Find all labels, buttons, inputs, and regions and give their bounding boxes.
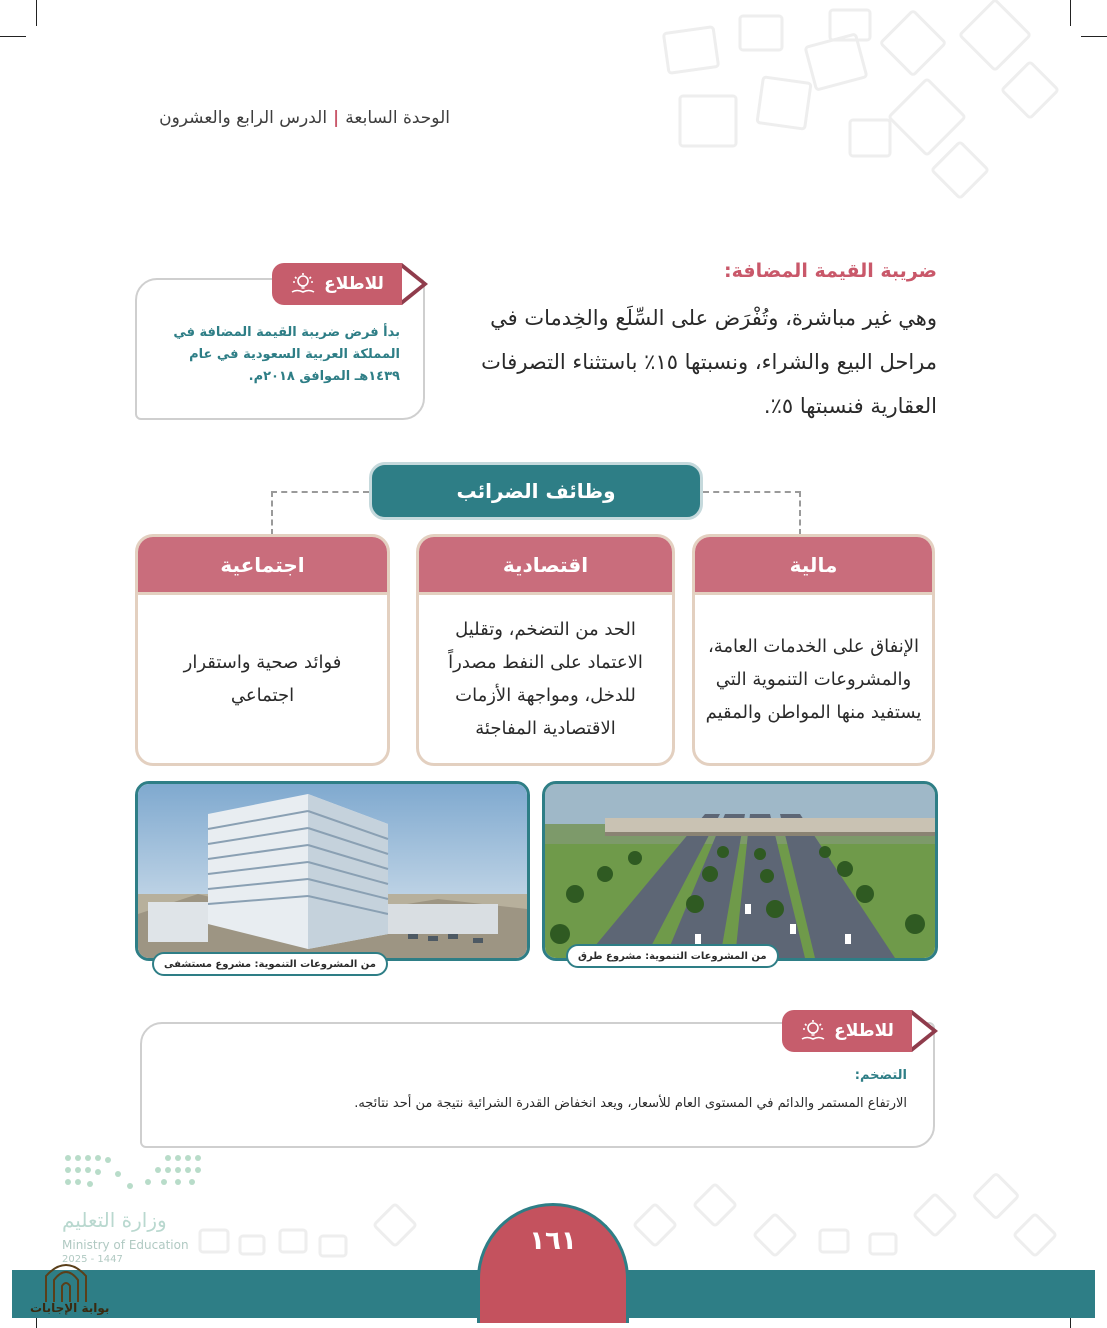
card-title: اجتماعية xyxy=(138,537,387,595)
hospital-project-photo xyxy=(135,781,530,961)
road-illustration xyxy=(545,784,935,958)
ministry-name-ar: وزارة التعليم xyxy=(62,1208,167,1232)
info-tag-top xyxy=(272,263,402,305)
section-paragraph: وهي غير مباشرة، وتُفْرَض على السِّلَع والخِدمات في مراحل البيع والشراء، ونسبتها ١٥٪ باستثناء التصرفات العقارية فنسبتها ٥٪. xyxy=(481,306,937,418)
page-number: ١٦١ xyxy=(529,1226,577,1256)
diagram-title: وظائف الضرائب xyxy=(369,462,703,520)
glossary-term: التضخم: xyxy=(854,1068,907,1083)
ministry-name-en: Ministry of Education xyxy=(62,1238,189,1252)
card-title: اقتصادية xyxy=(419,537,672,595)
unit-lesson-header xyxy=(130,108,450,128)
reading-lightbulb-icon xyxy=(800,1019,826,1043)
info-tag-label: للاطلاع xyxy=(324,274,384,294)
hospital-illustration xyxy=(138,784,527,958)
decorative-pattern xyxy=(180,1170,1100,1270)
watermark-gate-icon xyxy=(38,1254,94,1304)
card-text: فوائد صحية واستقرار اجتماعي xyxy=(183,652,342,706)
function-card-social xyxy=(135,534,390,766)
unit-label: الوحدة السابعة xyxy=(345,108,450,128)
glossary-definition: الارتفاع المستمر والدائم في المستوى العام للأسعار، ويعد انخفاض القدرة الشرائية نتيجة من أحد نتائجه. xyxy=(354,1096,907,1111)
lesson-label: الدرس الرابع والعشرون xyxy=(159,108,328,128)
watermark-label: بوابة الإجابات xyxy=(30,1301,110,1315)
ministry-logo-dots xyxy=(60,1150,210,1200)
card-text: الإنفاق على الخدمات العامة، والمشروعات التنموية التي يستفيد منها المواطن والمقيم xyxy=(705,635,922,723)
crop-mark xyxy=(0,36,26,37)
info-tag-label: للاطلاع xyxy=(834,1021,894,1041)
function-card-economic xyxy=(416,534,675,766)
hospital-photo-caption: من المشروعات التنموية: مشروع مستشفى xyxy=(152,952,388,976)
section-title: ضريبة القيمة المضافة: xyxy=(724,260,937,282)
card-text: الحد من التضخم، وتقليل الاعتماد على النفط مصدراً للدخل، ومواجهة الأزمات الاقتصادية المفاجئة xyxy=(448,619,643,739)
road-photo-caption: من المشروعات التنموية: مشروع طرق xyxy=(566,944,779,968)
ministry-year: 2025 - 1447 xyxy=(62,1254,123,1265)
connector-right xyxy=(703,491,801,535)
reading-lightbulb-icon xyxy=(290,272,316,296)
decorative-pattern xyxy=(650,0,1090,210)
info-tag-bottom xyxy=(782,1010,912,1052)
header-separator: | xyxy=(333,108,340,128)
crop-mark xyxy=(36,0,37,26)
road-project-photo xyxy=(542,781,938,961)
connector-left xyxy=(271,491,369,535)
tag-arrow-inner xyxy=(912,1015,932,1047)
info-top-text: بدأ فرض ضريبة القيمة المضافة في المملكة العربية السعودية في عام ١٤٣٩هـ الموافق ٢٠١٨م. xyxy=(173,325,400,384)
tag-arrow-inner xyxy=(402,268,422,300)
function-card-financial xyxy=(692,534,935,766)
card-title: مالية xyxy=(695,537,932,595)
